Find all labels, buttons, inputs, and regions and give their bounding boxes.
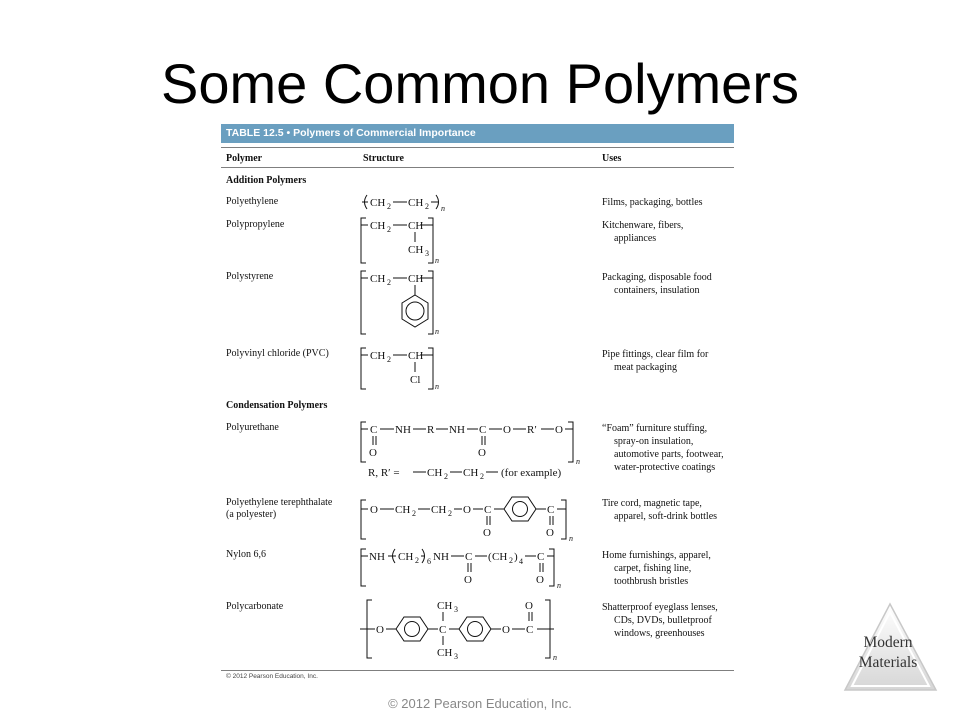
svg-text:n: n bbox=[557, 581, 561, 590]
svg-text:CH: CH bbox=[437, 600, 453, 612]
svg-text:CH: CH bbox=[398, 551, 414, 563]
table-bottom-rule bbox=[221, 670, 734, 671]
svg-text:O: O bbox=[502, 624, 510, 636]
svg-text:Cl: Cl bbox=[410, 374, 421, 386]
svg-text:3: 3 bbox=[425, 249, 429, 258]
structure-pvc bbox=[358, 345, 603, 395]
svg-text:2: 2 bbox=[415, 556, 419, 565]
svg-text:CH: CH bbox=[370, 273, 386, 285]
svg-text:CH: CH bbox=[408, 220, 424, 232]
svg-text:O: O bbox=[370, 504, 378, 516]
section-addition-polymers: Addition Polymers bbox=[226, 175, 307, 186]
svg-text:2: 2 bbox=[448, 509, 452, 518]
structure-polypropylene bbox=[358, 215, 603, 265]
svg-text:2: 2 bbox=[387, 225, 391, 234]
svg-text:O: O bbox=[478, 447, 486, 459]
svg-text:O: O bbox=[536, 574, 544, 586]
polymer-uses: Films, packaging, bottles bbox=[602, 197, 703, 208]
structure-polyethylene bbox=[358, 192, 603, 212]
svg-text:CH: CH bbox=[427, 467, 443, 479]
svg-text:NH: NH bbox=[369, 551, 385, 563]
svg-text:O: O bbox=[464, 574, 472, 586]
svg-text:CH: CH bbox=[370, 220, 386, 232]
column-header-structure: Structure bbox=[363, 153, 404, 164]
structure-polyurethane bbox=[358, 419, 603, 481]
slide-footer: © 2012 Pearson Education, Inc. bbox=[388, 696, 572, 711]
svg-text:O: O bbox=[503, 424, 511, 436]
polymer-name: Polyurethane bbox=[226, 422, 279, 433]
structure-polycarbonate bbox=[358, 598, 603, 664]
svg-text:2: 2 bbox=[412, 509, 416, 518]
svg-text:CH: CH bbox=[370, 350, 386, 362]
svg-text:CH: CH bbox=[463, 467, 479, 479]
svg-text:O: O bbox=[369, 447, 377, 459]
svg-text:R: R bbox=[427, 424, 435, 436]
slide-title: Some Common Polymers bbox=[161, 52, 799, 115]
svg-text:n: n bbox=[553, 653, 557, 662]
svg-text:2: 2 bbox=[444, 472, 448, 481]
svg-text:R, R′ =: R, R′ = bbox=[368, 467, 400, 479]
badge-line: Modern bbox=[863, 634, 913, 651]
svg-text:n: n bbox=[441, 204, 445, 213]
svg-text:C: C bbox=[484, 504, 492, 516]
svg-text:CH: CH bbox=[408, 244, 424, 256]
svg-text:3: 3 bbox=[454, 652, 458, 661]
structure-nylon bbox=[358, 546, 603, 592]
svg-text:C: C bbox=[479, 424, 487, 436]
svg-text:2: 2 bbox=[387, 278, 391, 287]
svg-text:C: C bbox=[547, 504, 555, 516]
polymer-uses: Kitchenware, fibers, appliances bbox=[602, 220, 684, 244]
polymer-name: Polyethylene bbox=[226, 196, 279, 207]
polymer-name: Polyvinyl chloride (PVC) bbox=[226, 348, 329, 359]
svg-text:O: O bbox=[555, 424, 563, 436]
svg-text:O: O bbox=[463, 504, 471, 516]
svg-text:O: O bbox=[525, 600, 533, 612]
svg-text:O: O bbox=[546, 527, 554, 539]
svg-text:(: ( bbox=[488, 551, 492, 563]
svg-text:CH: CH bbox=[492, 551, 508, 563]
svg-text:R′: R′ bbox=[527, 424, 537, 436]
structure-pet bbox=[358, 497, 603, 545]
header-top-rule bbox=[221, 147, 734, 148]
polymer-uses: Home furnishings, apparel, carpet, fishing line, toothbrush bristles bbox=[602, 550, 711, 587]
section-condensation-polymers: Condensation Polymers bbox=[226, 400, 328, 411]
section-badge bbox=[843, 633, 933, 673]
polymer-uses: Tire cord, magnetic tape, apparel, soft-drink bottles bbox=[602, 498, 718, 522]
svg-text:2: 2 bbox=[387, 202, 391, 211]
svg-text:C: C bbox=[526, 624, 534, 636]
svg-text:C: C bbox=[465, 551, 473, 563]
polymer-name: Polyethylene terephthalate (a polyester) bbox=[226, 497, 333, 520]
svg-text:CH: CH bbox=[408, 350, 424, 362]
polymer-uses: “Foam” furniture stuffing, spray-on insulation, automotive parts, footwear, water-protective coatings bbox=[602, 423, 724, 473]
polymer-uses: Pipe fittings, clear film for meat packaging bbox=[602, 349, 709, 373]
table-copyright: © 2012 Pearson Education, Inc. bbox=[226, 673, 318, 680]
svg-text:NH: NH bbox=[449, 424, 465, 436]
svg-text:C: C bbox=[439, 624, 447, 636]
polymer-table bbox=[221, 124, 734, 686]
svg-text:CH: CH bbox=[431, 504, 447, 516]
svg-text:NH: NH bbox=[395, 424, 411, 436]
svg-text:): ) bbox=[514, 551, 518, 563]
column-header-uses: Uses bbox=[602, 153, 622, 164]
svg-text:n: n bbox=[576, 457, 580, 466]
column-header-polymer: Polymer bbox=[226, 153, 263, 164]
svg-text:CH: CH bbox=[408, 273, 424, 285]
polymer-name: Polycarbonate bbox=[226, 601, 284, 612]
table-banner: TABLE 12.5 • Polymers of Commercial Importance bbox=[221, 124, 734, 143]
svg-text:n: n bbox=[435, 382, 439, 391]
svg-text:4: 4 bbox=[519, 557, 523, 566]
polymer-uses: Shatterproof eyeglass lenses, CDs, DVDs, bulletproof windows, greenhouses bbox=[602, 602, 718, 639]
polymer-uses: Packaging, disposable food containers, insulation bbox=[602, 272, 712, 296]
svg-text:6: 6 bbox=[427, 557, 431, 566]
svg-text:n: n bbox=[435, 256, 439, 265]
svg-text:3: 3 bbox=[454, 605, 458, 614]
structure-polystyrene bbox=[358, 268, 603, 338]
svg-text:CH: CH bbox=[370, 197, 386, 209]
svg-text:C: C bbox=[370, 424, 378, 436]
polymer-name: Polystyrene bbox=[226, 271, 274, 282]
svg-text:O: O bbox=[376, 624, 384, 636]
svg-text:2: 2 bbox=[425, 202, 429, 211]
svg-text:n: n bbox=[435, 327, 439, 336]
polymer-name: Nylon 6,6 bbox=[226, 549, 266, 560]
svg-text:O: O bbox=[483, 527, 491, 539]
svg-text:2: 2 bbox=[387, 355, 391, 364]
svg-text:2: 2 bbox=[480, 472, 484, 481]
badge-line: Materials bbox=[858, 654, 918, 671]
svg-text:CH: CH bbox=[408, 197, 424, 209]
header-bottom-rule bbox=[221, 167, 734, 168]
svg-text:2: 2 bbox=[509, 556, 513, 565]
svg-text:NH: NH bbox=[433, 551, 449, 563]
svg-text:CH: CH bbox=[437, 647, 453, 659]
svg-text:CH: CH bbox=[395, 504, 411, 516]
svg-text:(for example): (for example) bbox=[501, 467, 562, 479]
svg-text:C: C bbox=[537, 551, 545, 563]
svg-text:n: n bbox=[569, 534, 573, 543]
polymer-name: Polypropylene bbox=[226, 219, 285, 230]
